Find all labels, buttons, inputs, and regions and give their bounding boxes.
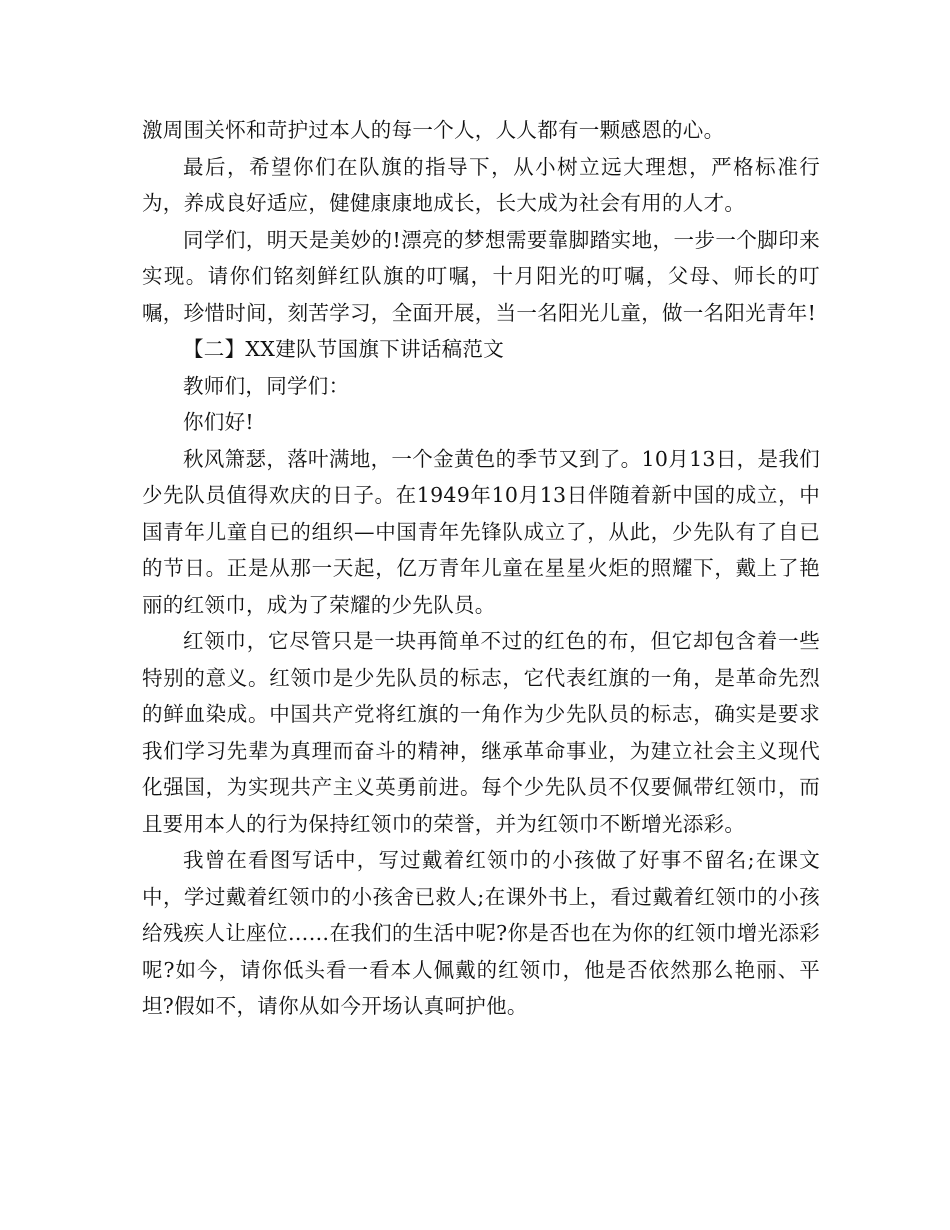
document-body [142,112,820,1025]
paragraph-1: 激周围关怀和苛护过本人的每一个人，人人都有一颗感恩的心。 [142,118,725,142]
paragraph-9: 我曾在看图写话中，写过戴着红领巾的小孩做了好事不留名;在课文中，学过戴着红领巾的小孩舍已救人;在课外书上，看过戴着红领巾的小孩给残疾人让座位……在我们的生活中呢?你是否也在为你的红领巾增光添彩呢?如今，请你低头看一看本人佩戴的红领巾，他是否依然那么艳丽、平坦?假如不，请你从如今开场认真呵护他。 [142,848,820,1018]
paragraph-2: 最后，希望你们在队旗的指导下，从小树立远大理想，严格标准行为，养成良好适应，健健康康地成长，长大成为社会有用的人才。 [142,154,820,215]
paragraph-3: 同学们，明天是美妙的!漂亮的梦想需要靠脚踏实地，一步一个脚印来实现。请你们铭刻鲜红队旗的叮嘱，十月阳光的叮嘱，父母、师长的叮嘱，珍惜时间，刻苦学习，全面开展，当一名阳光儿童，做一名阳光青年! [142,227,820,325]
paragraph-8: 红领巾，它尽管只是一块再简单不过的红色的布，但它却包含着一些特别的意义。红领巾是少先队员的标志，它代表红旗的一角，是革命先烈的鲜血染成。中国共产党将红旗的一角作为少先队员的标志，确实是要求我们学习先辈为真理而奋斗的精神，继承革命事业，为建立社会主义现代化强国，为实现共产主义英勇前进。每个少先队员不仅要佩带红领巾，而且要用本人的行为保持红领巾的荣誉，并为红领巾不断增光添彩。 [142,629,820,836]
salutation: 教师们，同学们： [183,373,350,398]
greeting: 你们好! [183,410,254,434]
section-heading: 【二】XX建队节国旗下讲话稿范文 [183,337,504,361]
paragraph-7: 秋风箫瑟，落叶满地，一个金黄色的季节又到了。10月13日，是我们少先队员值得欢庆的日子。在1949年10月13日伴随着新中国的成立，中国青年儿童自已的组织—中国青年先锋队成立了，从此，少先队有了自已的节日。正是从那一天起，亿万青年儿童在星星火炬的照耀下，戴上了艳丽的红领巾，成为了荣耀的少先队员。 [142,446,820,617]
